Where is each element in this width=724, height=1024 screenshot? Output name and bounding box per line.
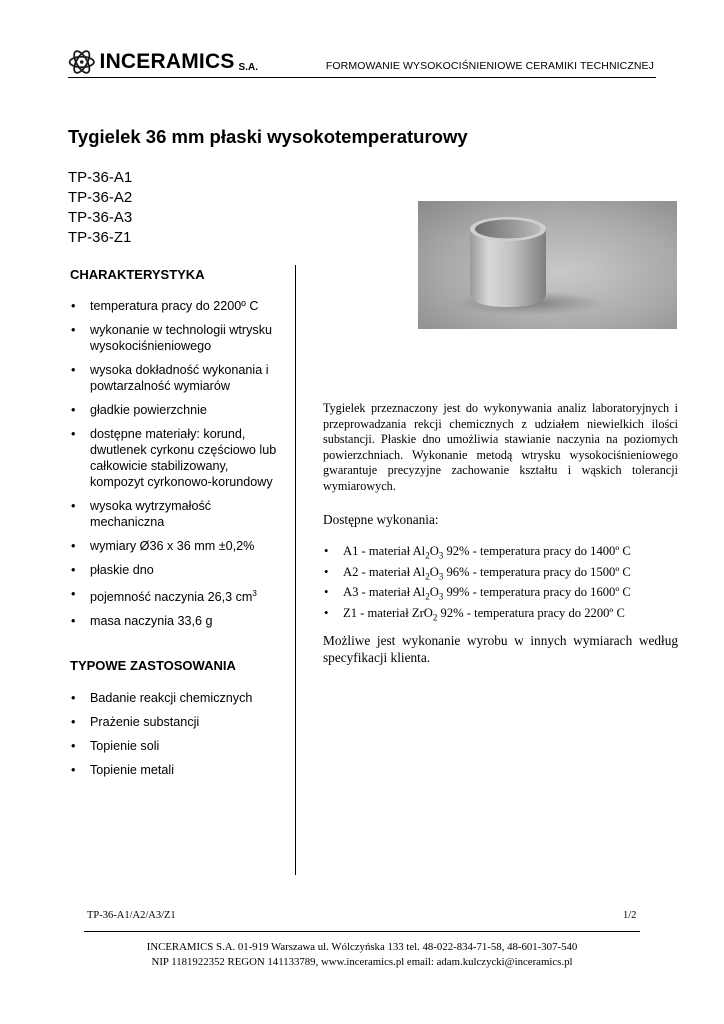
- list-item: • masa naczynia 33,6 g: [70, 613, 285, 629]
- applications-heading: TYPOWE ZASTOSOWANIA: [70, 658, 236, 673]
- product-codes: [68, 168, 132, 248]
- description-paragraph: Tygielek przeznaczony jest do wykonywania analiz laboratoryjnych i przeprowadzania rekcji chemicznych z udziałem niewielkich ilości substancji. Płaskie dno umożliwia stawianie naczynia na poziomych powierzchniach. Wykonanie metodą wtrysku wysokociśnieniowego gwarantuje precyzyjne zachowanie kształtu i wąskich tolerancji wymiarowych.: [323, 401, 678, 493]
- list-item: • dostępne materiały: korund, dwutlenek cyrkonu częściowo lub całkowicie stabilizowany, kompozyt cyrkonowo-korundowy: [70, 426, 285, 490]
- header-tagline: FORMOWANIE WYSOKOCIŚNIENIOWE CERAMIKI TECHNICZNEJ: [325, 60, 654, 72]
- list-item-volume: [70, 586, 285, 605]
- applications-list: [70, 690, 285, 786]
- list-item: • Prażenie substancji: [70, 714, 285, 730]
- variant-item: • A3 - materiał $Al_2O_3$ 99% - temperatura pracy do 1600º C: [323, 584, 683, 605]
- footer-product-code: TP-36-A1/A2/A3/Z1: [87, 910, 176, 921]
- list-item: • Topienie soli: [70, 738, 285, 754]
- product-code: TP-36-Z1: [68, 229, 132, 246]
- list-item: • temperatura pracy do 2200º C: [70, 298, 285, 314]
- variants-heading: Dostępne wykonania:: [323, 512, 439, 527]
- variants-list: [323, 543, 683, 625]
- list-item: • wymiary Ø36 x 36 mm ±0,2%: [70, 538, 285, 554]
- list-item: • wykonanie w technologii wtrysku wysokociśnieniowego: [70, 322, 285, 354]
- variant-item: • Z1 - materiał ZrO$_2$ 92% - temperatura pracy do 2200º C: [323, 605, 683, 626]
- characteristics-list: [70, 298, 285, 637]
- custom-note: Możliwe jest wykonanie wyrobu w innych wymiarach według specyfikacji klienta.: [323, 633, 678, 665]
- product-code: TP-36-A1: [68, 169, 133, 186]
- characteristics-heading: CHARAKTERYSTYKA: [70, 267, 205, 282]
- list-item: • płaskie dno: [70, 562, 285, 578]
- product-code: TP-36-A3: [68, 209, 133, 226]
- list-item: • wysoka wytrzymałość mechaniczna: [70, 498, 285, 530]
- footer-address: INCERAMICS S.A. 01-919 Warszawa ul. Wólczyńska 133 tel. 48-022-834-71-58, 48-601-307-540: [146, 941, 578, 953]
- variant-item: • A1 - materiał $Al_2O_3$ 92% - temperatura pracy do 1400º C: [323, 543, 683, 564]
- list-item: • gładkie powierzchnie: [70, 402, 285, 418]
- company-logo: [68, 42, 258, 82]
- list-item: • wysoka dokładność wykonania i powtarzalność wymiarów: [70, 362, 285, 394]
- page-number: 1/2: [623, 910, 637, 921]
- logo-text: INCERAMICS: [99, 50, 235, 73]
- product-photo: [418, 201, 677, 329]
- logo-suffix: S.A.: [238, 61, 258, 73]
- list-item: • Badanie reakcji chemicznych: [70, 690, 285, 706]
- column-divider: [295, 265, 296, 875]
- footer-contact: NIP 1181922352 REGON 141133789, www.inceramics.pl email: adam.kulczycki@inceramics.pl: [151, 956, 573, 968]
- page-title: Tygielek 36 mm płaski wysokotemperaturowy: [68, 126, 468, 147]
- logo-emblem-icon: [68, 45, 96, 79]
- header-divider: [68, 77, 656, 78]
- volume-text: pojemność naczynia 26,3 cm: [90, 590, 253, 605]
- footer-divider: [84, 931, 640, 932]
- variant-item: • A2 - materiał $Al_2O_3$ 96% - temperatura pracy do 1500º C: [323, 564, 683, 585]
- product-code: TP-36-A2: [68, 189, 133, 206]
- list-item: • Topienie metali: [70, 762, 285, 778]
- volume-exponent: 3: [252, 589, 257, 598]
